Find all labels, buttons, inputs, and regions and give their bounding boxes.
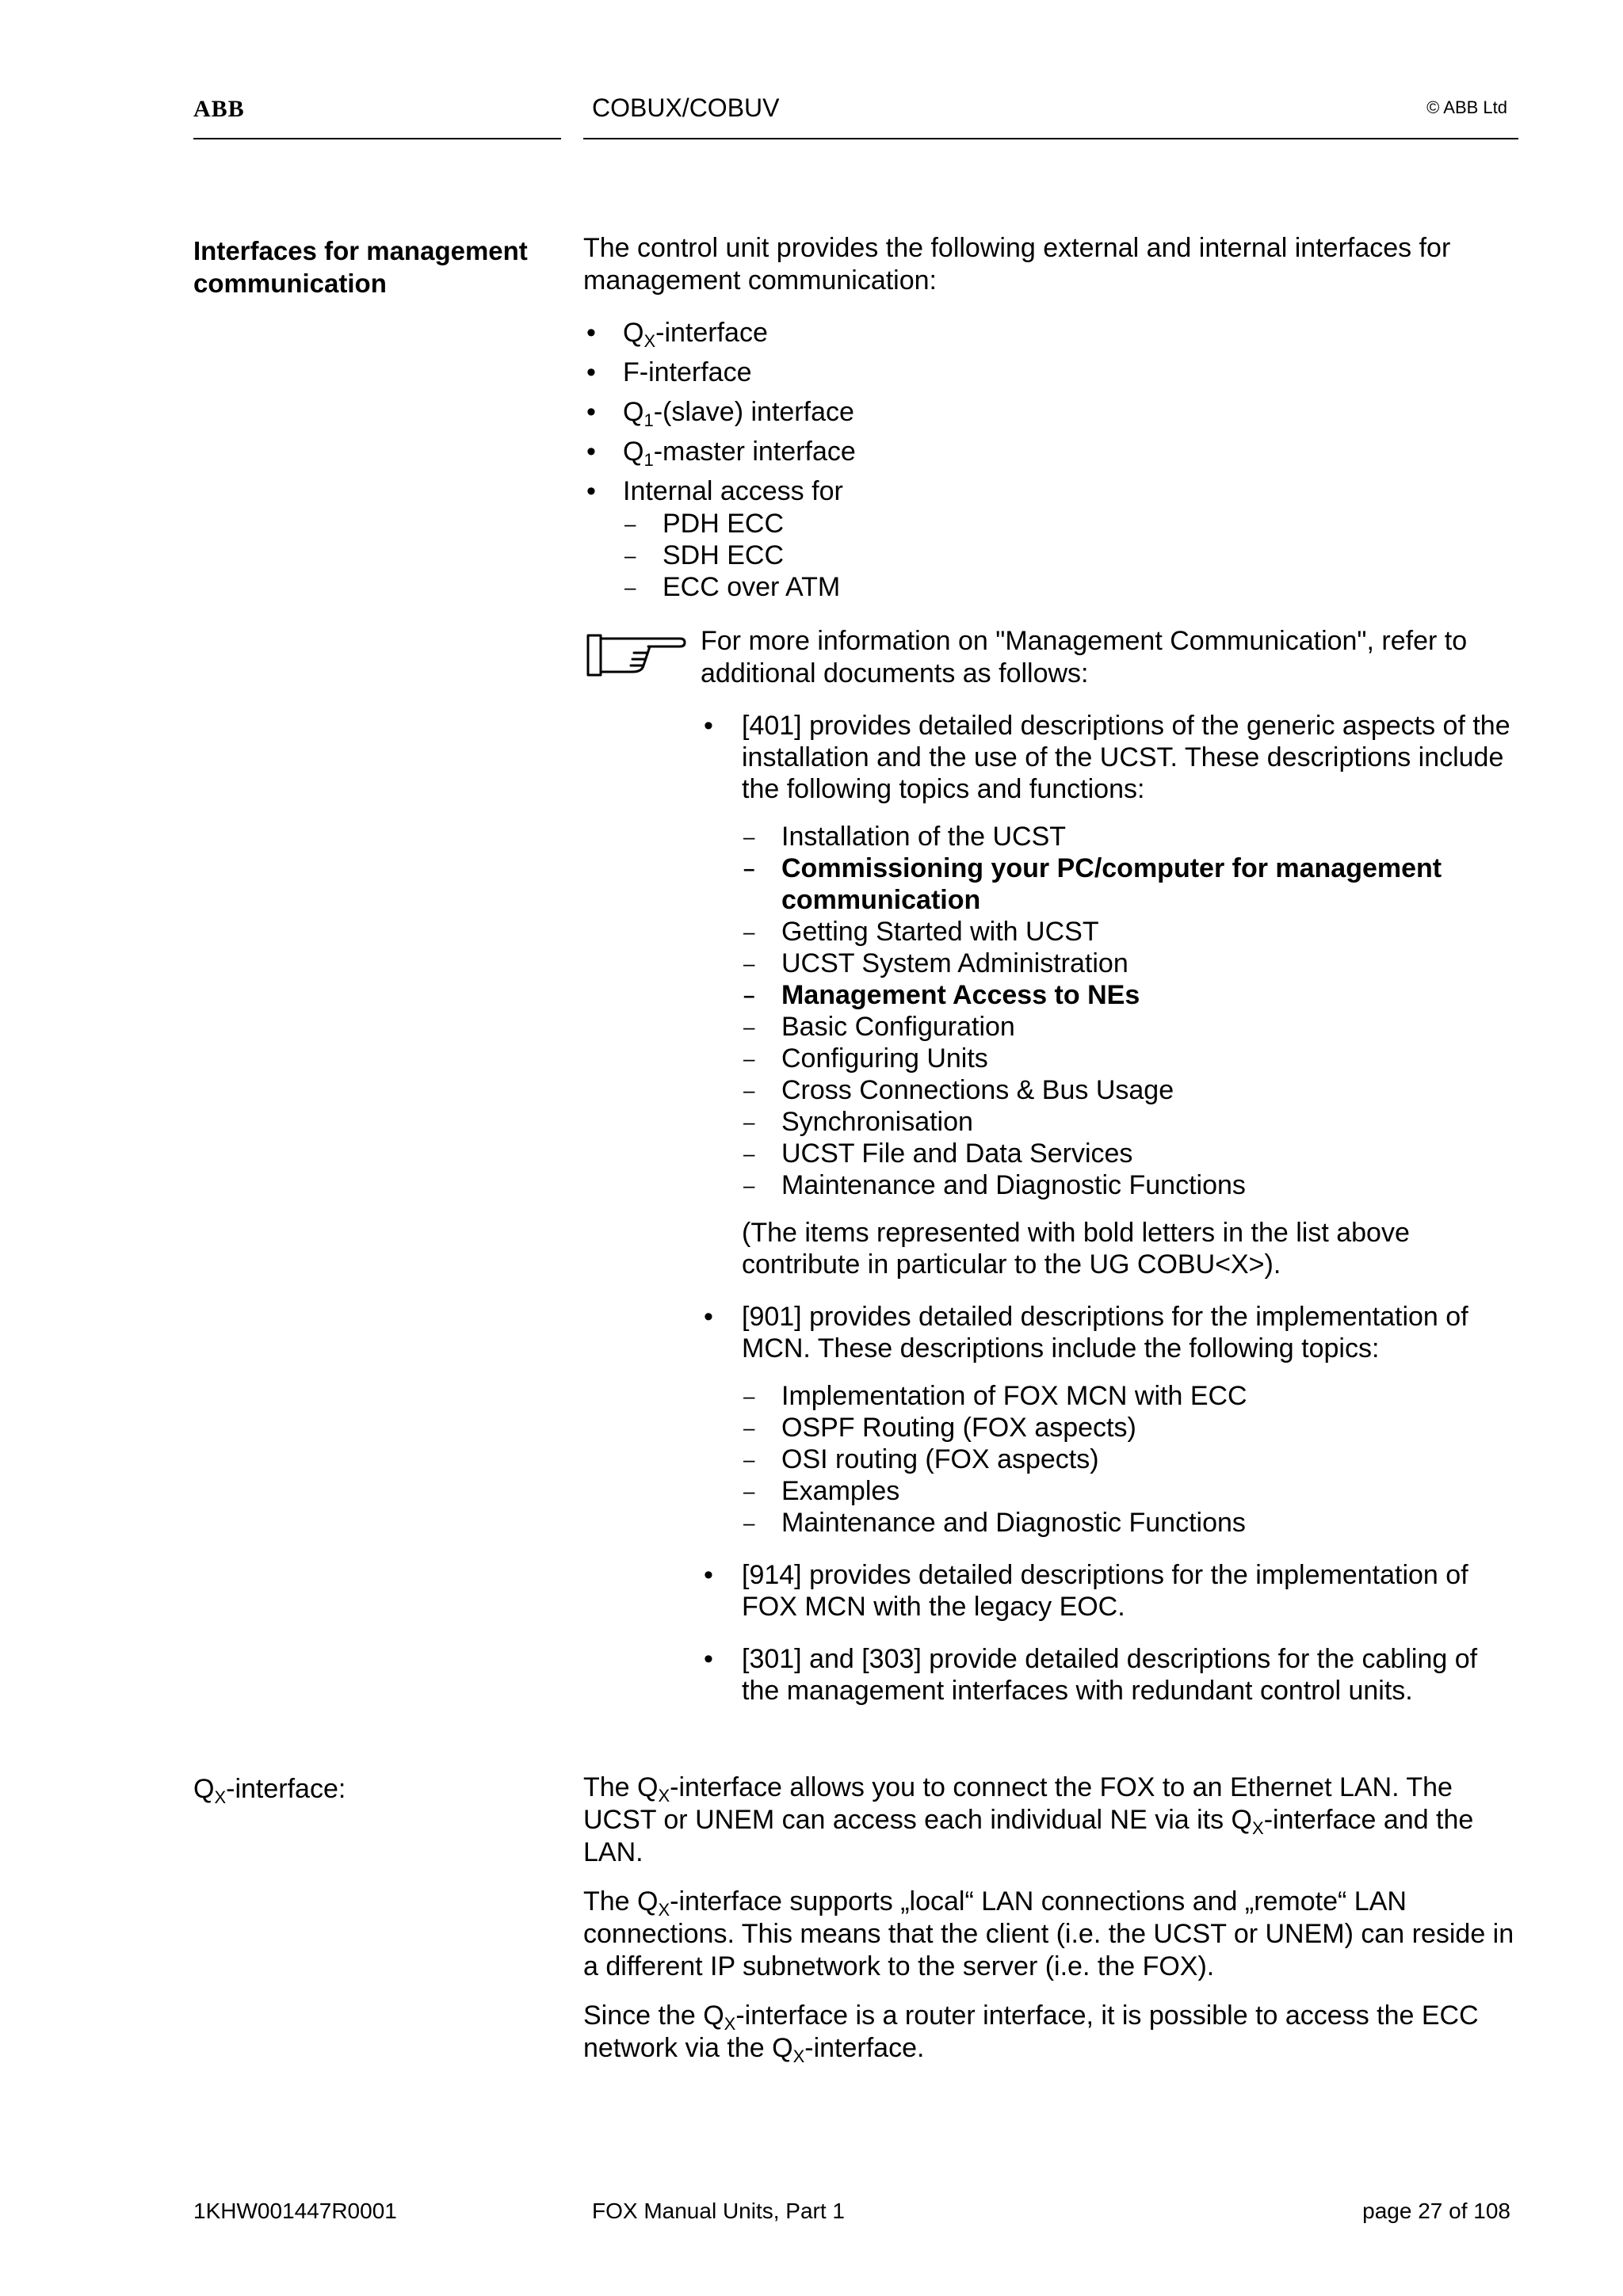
note-text: For more information on "Management Communication", refer to additional documents as follows: [701,626,1468,688]
list-item: – Management Access to NEs [742,979,1518,1011]
footer-doc-id: 1KHW001447R0001 [193,2199,397,2223]
list-item: – Maintenance and Diagnostic Functions [742,1169,1518,1201]
list-item: – OSI routing (FOX aspects) [742,1444,1518,1475]
reference-item-401: • [401] provides detailed descriptions of the generic aspects of the installation and the use of the UCST. These descriptions include the following topics and functions: – Installation of the UCST – Commissioning your PC/computer for management communication – Getting Started with UCST – UCST System Administration – Management Access to NEs – Basic Configuration – Configuring Units – Cross Connections & Bus Usage – Synchronisation – UCST File and Data Services – Maintenance and Diagnostic Functions (The items represented with bold letters in the list above contribute in particular to the UG COBU<X>). [701,710,1518,1280]
bold-items-remark: (The items represented with bold letters in the list above contribute in particular to the UG COBU<X>). [742,1218,1410,1280]
list-item: – Configuring Units [742,1043,1518,1074]
list-item: • F-interface [583,357,1376,389]
paragraph: The $Q_X$-interface supports „local“ LAN connections and „remote“ LAN connections. This means that the client (i.e. the UCST or UNEM) can reside in a different IP subnetwork to the server (i.e. the FOX). [583,1886,1514,1981]
reference-item-301-303: • [301] and [303] provide detailed descriptions for the cabling of the management interfaces with redundant control units. [701,1643,1518,1707]
list-item: – Commissioning your PC/computer for management communication [742,852,1518,916]
header-title: COBUX/COBUV [592,93,780,122]
reference-item-914: • [914] provides detailed descriptions for the implementation of FOX MCN with the legacy EOC. [701,1559,1518,1623]
qx-interface-description [583,1772,1518,2081]
topic-list-401 [742,821,1518,1201]
interface-list [583,317,1376,610]
list-item: – Maintenance and Diagnostic Functions [742,1507,1518,1539]
list-item: – Synchronisation [742,1106,1518,1138]
list-item: • Internal access for – PDH ECC – SDH ECC – ECC over ATM [583,475,1376,603]
header-rule-right [583,138,1518,139]
list-item: – SDH ECC [623,540,1376,571]
topic-list-901 [742,1380,1518,1539]
reference-list [701,710,1518,1727]
list-item: – Installation of the UCST [742,821,1518,852]
header-rule-left [193,138,561,139]
list-item: – ECC over ATM [623,571,1376,603]
list-item: – Implementation of FOX MCN with ECC [742,1380,1518,1412]
section-heading-interfaces: Interfaces for management communication [193,236,528,298]
list-item: – Basic Configuration [742,1011,1518,1043]
abb-logo: ABB [193,96,245,122]
reference-item-901: • [901] provides detailed descriptions for the implementation of MCN. These descriptions include the following topics: – Implementation of FOX MCN with ECC – OSPF Routing (FOX aspects) – OSI routing (FOX aspects) – Examples – Maintenance and Diagnostic Functions [701,1301,1518,1539]
internal-access-list [623,508,1376,603]
list-item: • $Q_X$-interface [583,317,1376,349]
list-item: – Examples [742,1475,1518,1507]
paragraph: Since the $Q_X$-interface is a router interface, it is possible to access the ECC network via the $Q_X$-interface. [583,2000,1479,2066]
side-label-qx-interface: $Q_X$-interface: [193,1774,346,1807]
list-item: – Getting Started with UCST [742,916,1518,948]
list-item: – OSPF Routing (FOX aspects) [742,1412,1518,1444]
footer-page-number: page 27 of 108 [1362,2199,1510,2223]
section-intro: The control unit provides the following external and internal interfaces for management communication: [583,233,1451,296]
paragraph: The $Q_X$-interface allows you to connect the FOX to an Ethernet LAN. The UCST or UNEM can access each individual NE via its $Q_X$-interface and the LAN. [583,1772,1474,1867]
list-item: • $Q_1-(slave)$ interface [583,396,1376,429]
pointing-hand-icon [585,629,686,678]
list-item: – Cross Connections & Bus Usage [742,1074,1518,1106]
list-item: – PDH ECC [623,508,1376,540]
list-item: • $Q_1$-master interface [583,436,1376,468]
header-copyright: © ABB Ltd [1426,97,1507,117]
list-item: – UCST File and Data Services [742,1138,1518,1169]
list-item: – UCST System Administration [742,948,1518,979]
footer-doc-title: FOX Manual Units, Part 1 [592,2199,846,2223]
